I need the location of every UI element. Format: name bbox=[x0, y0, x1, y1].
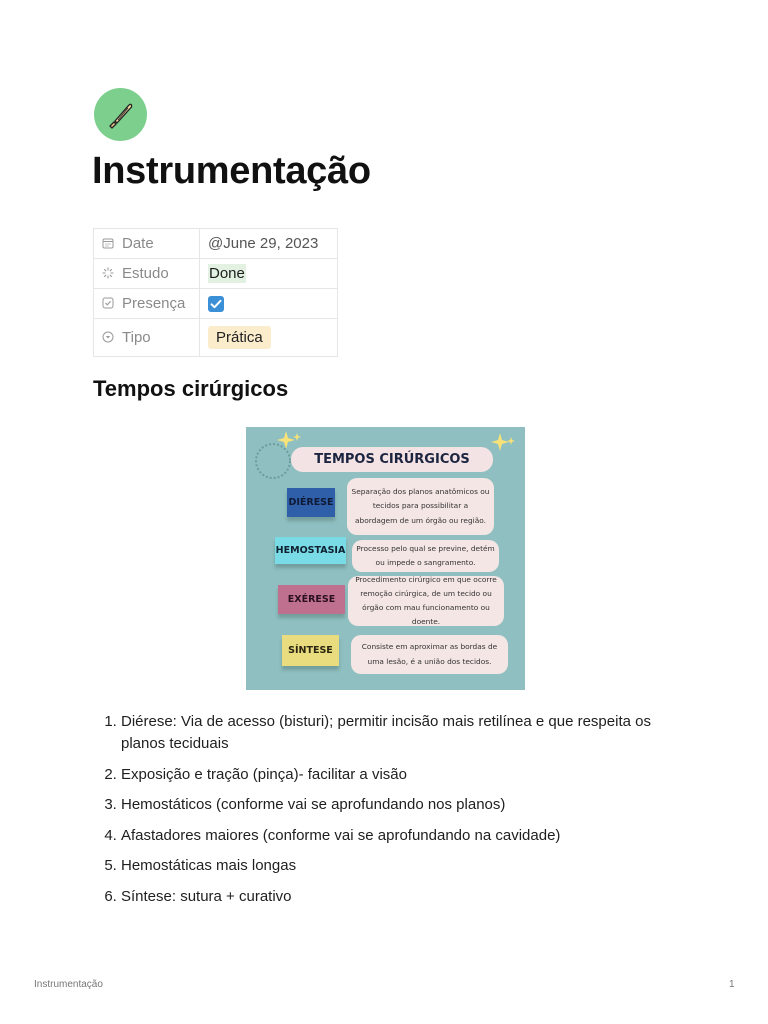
property-row-tipo[interactable] bbox=[94, 319, 338, 357]
properties-table bbox=[93, 228, 338, 357]
infographic-desc-sintese: Consiste em aproximar as bordas de uma lesão, é a união dos tecidos. bbox=[351, 635, 508, 674]
section-heading: Tempos cirúrgicos bbox=[93, 376, 289, 401]
infographic-label-dierese: DIÉRESE bbox=[287, 488, 335, 517]
tipo-tag: Prática bbox=[208, 326, 271, 349]
date-value[interactable]: @June 29, 2023 bbox=[200, 229, 338, 259]
presenca-checkbox[interactable] bbox=[208, 296, 224, 312]
infographic-desc-dierese: Separação dos planos anatômicos ou tecidos para possibilitar a abordagem de um órgão ou região. bbox=[347, 478, 494, 535]
footer-title: Instrumentação bbox=[34, 979, 103, 990]
page-title: Instrumentação bbox=[92, 150, 371, 192]
infographic-desc-exerese: Procedimento cirúrgico em que ocorre remoção cirúrgica, de um tecido ou órgão com mau funcionamento ou doente. bbox=[348, 576, 504, 626]
select-icon bbox=[102, 331, 114, 343]
list-item: 4. Afastadores maiores (conforme vai se aprofundando na cavidade) bbox=[121, 825, 681, 847]
property-label: Date bbox=[122, 235, 154, 252]
property-label: Presença bbox=[122, 295, 186, 312]
scalpel-icon bbox=[94, 88, 147, 141]
infographic-label-sintese: SÍNTESE bbox=[282, 635, 339, 666]
list-item: 2. Exposição e tração (pinça)- facilitar a visão bbox=[121, 764, 681, 786]
sparkle-icon bbox=[507, 437, 515, 445]
status-tag: Done bbox=[209, 265, 245, 282]
list-item: 3. Hemostáticos (conforme vai se aprofundando nos planos) bbox=[121, 794, 681, 816]
list-item: 6. Síntese: sutura + curativo bbox=[121, 886, 681, 908]
infographic-title: TEMPOS CIRÚRGICOS bbox=[291, 447, 493, 472]
infographic-desc-hemostasia: Processo pelo qual se previne, detém ou impede o sangramento. bbox=[352, 540, 499, 572]
sparkle-icon bbox=[277, 431, 295, 449]
sparkle-icon bbox=[491, 433, 509, 451]
infographic-label-hemostasia: HEMOSTASIA bbox=[275, 537, 346, 564]
property-label: Tipo bbox=[122, 329, 151, 346]
list-item: 5. Hemostáticas mais longas bbox=[121, 855, 681, 877]
property-label: Estudo bbox=[122, 265, 169, 282]
steps-list bbox=[93, 711, 681, 916]
checkbox-icon bbox=[102, 297, 114, 309]
footer-page-number: 1 bbox=[729, 979, 735, 990]
calendar-icon bbox=[102, 237, 114, 249]
infographic-label-exerese: EXÉRESE bbox=[278, 585, 345, 614]
property-row-date[interactable] bbox=[94, 229, 338, 259]
infographic-image bbox=[246, 427, 525, 690]
status-icon bbox=[102, 267, 114, 279]
property-row-presenca[interactable] bbox=[94, 289, 338, 319]
property-row-estudo[interactable] bbox=[94, 259, 338, 289]
list-item: 1. Diérese: Via de acesso (bisturi); permitir incisão mais retilínea e que respeita os planos teciduais bbox=[121, 711, 681, 755]
checkmark-icon bbox=[208, 296, 224, 312]
